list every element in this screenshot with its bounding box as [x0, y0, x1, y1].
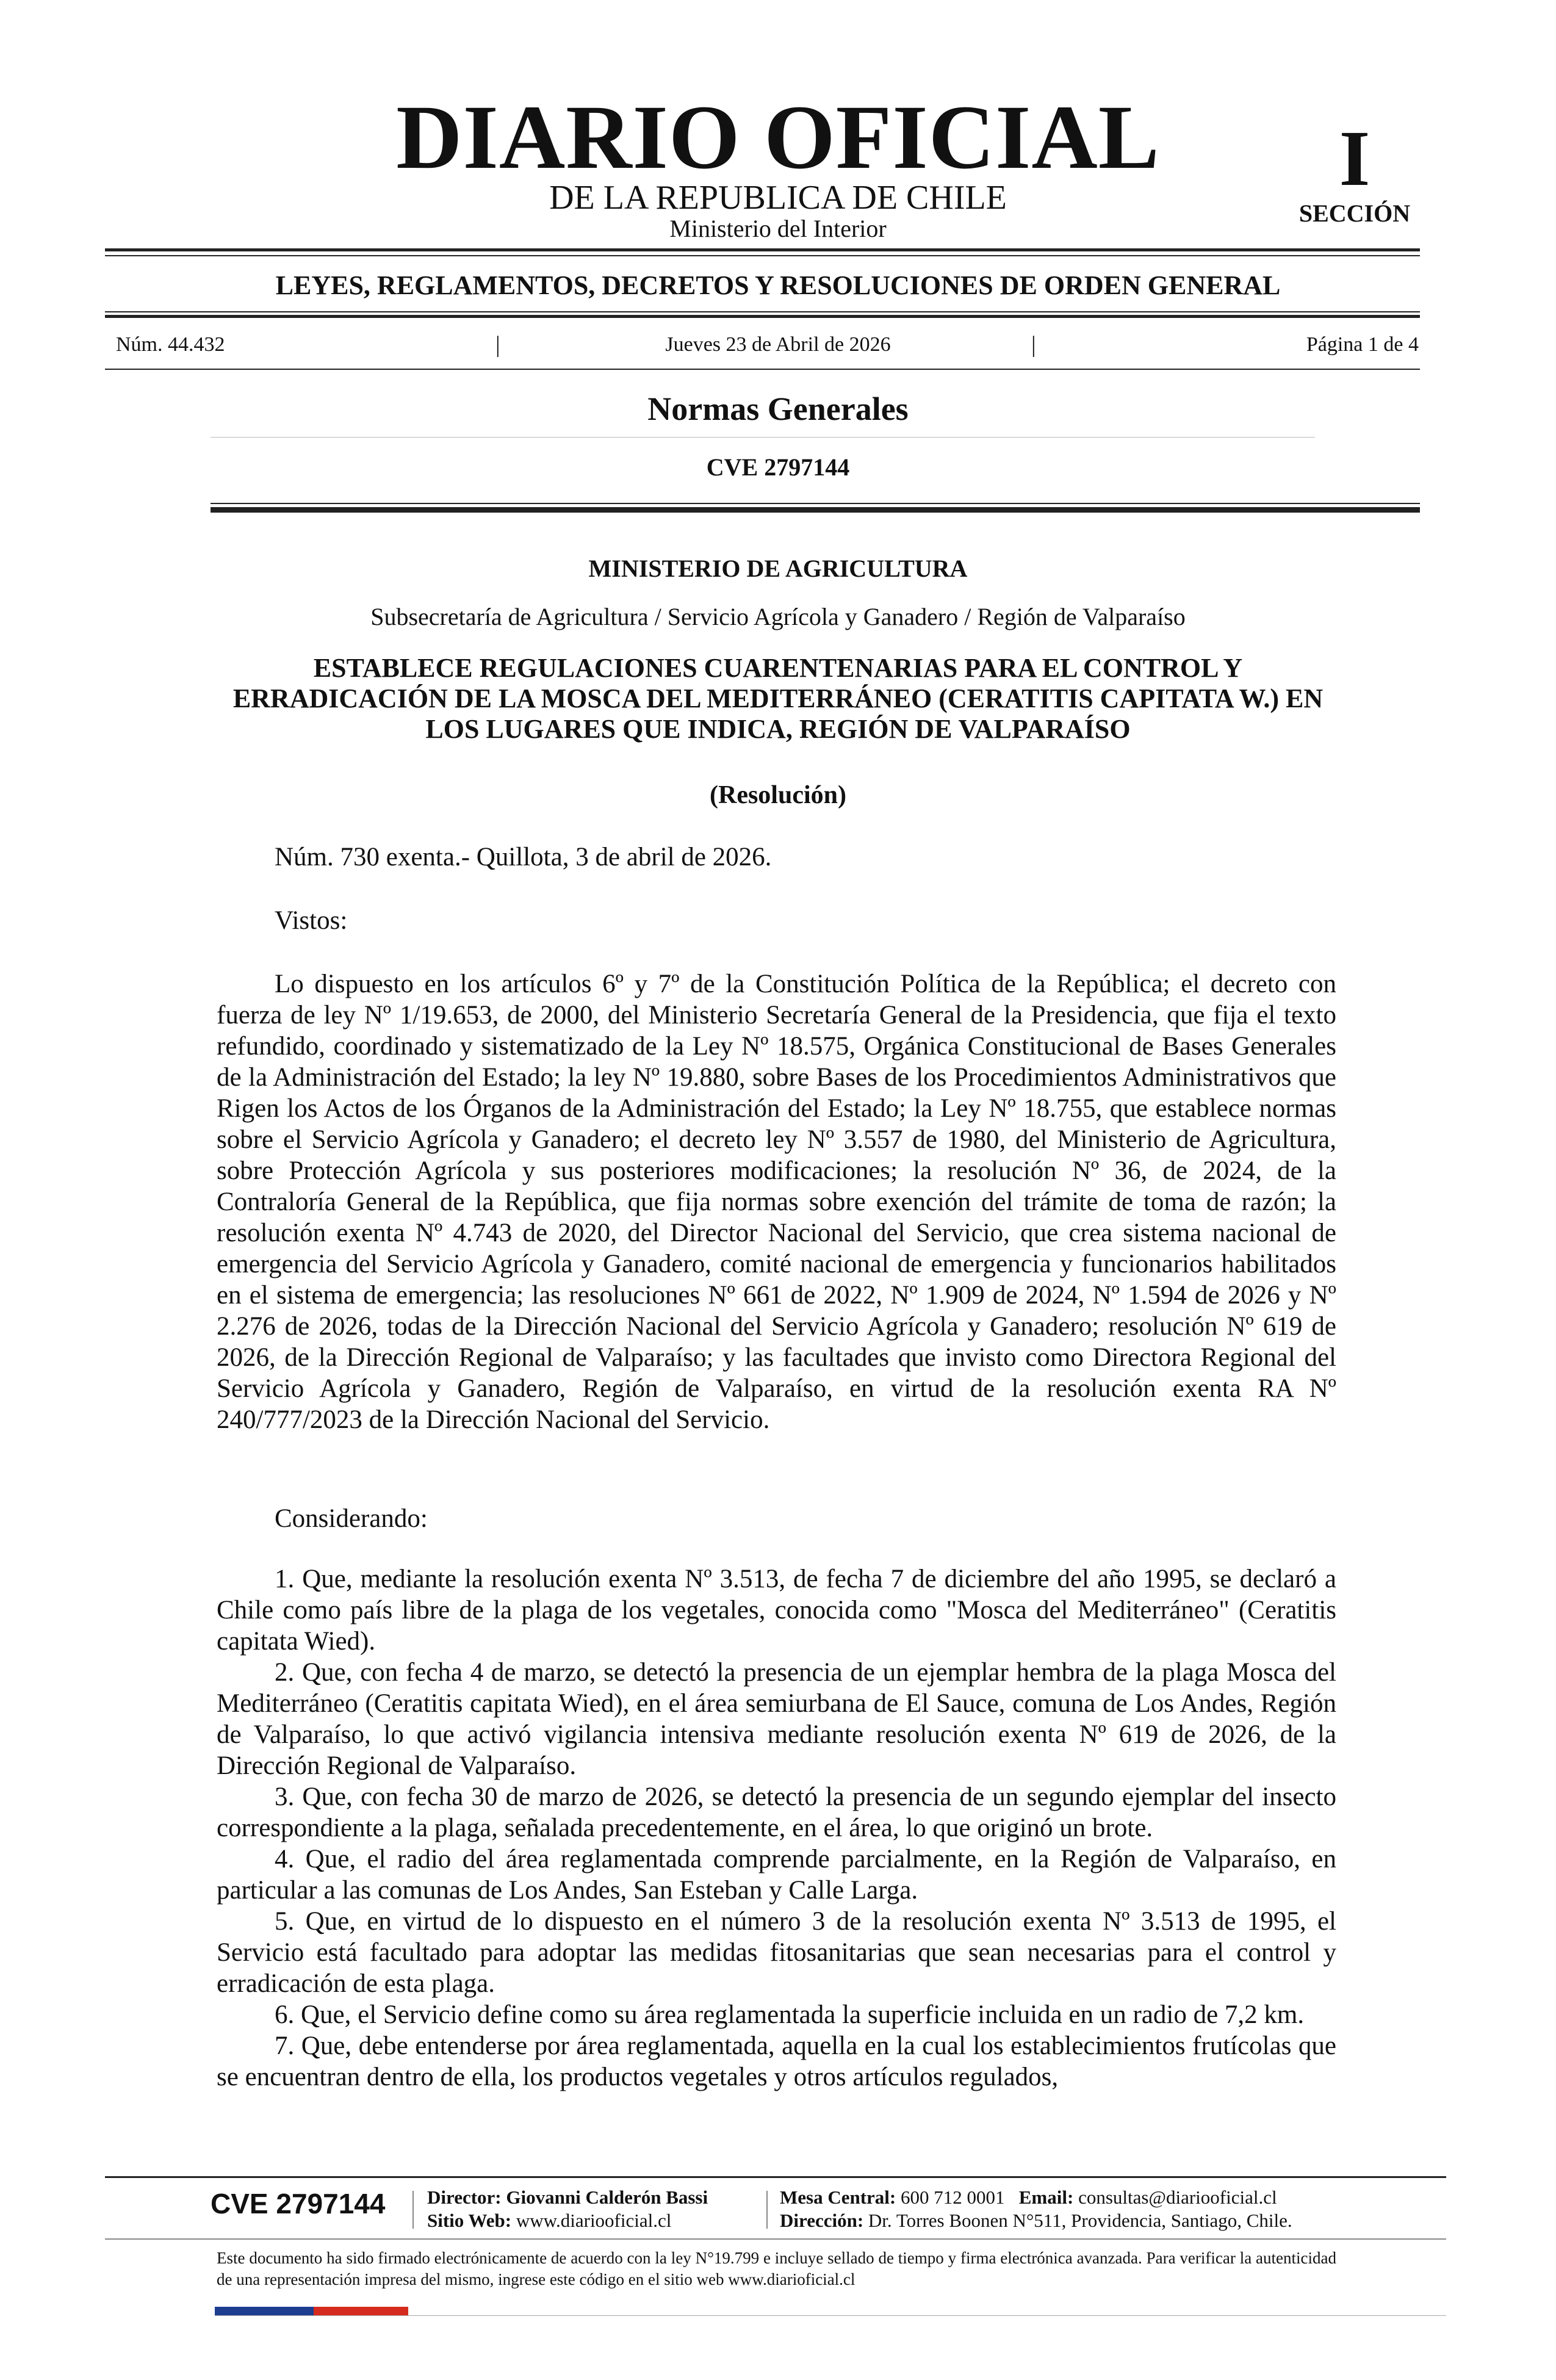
section-rule: [211, 507, 1420, 513]
considerando-item: 2. Que, con fecha 4 de marzo, se detectó la presencia de un ejemplar hembra de la plaga Mosca del Mediterráneo (Ceratitis capitata Wied), en el área semiurbana de El Sauce, comuna de Los Andes, Región de Valparaíso, lo que activó vigilancia intensiva mediante resolución exenta Nº 619 de 2026, de la Dirección Regional de Valparaíso.: [217, 1658, 1336, 1780]
footer-director-block: [427, 2186, 708, 2232]
info-separator: |: [1031, 332, 1036, 358]
website-label: Sitio Web:: [427, 2210, 512, 2231]
considerando-label: Considerando:: [275, 1504, 428, 1533]
masthead-rule-top: [105, 248, 1420, 251]
vistos-label: Vistos:: [275, 906, 348, 935]
agency-line: Subsecretaría de Agricultura / Servicio Agrícola y Ganadero / Región de Valparaíso: [370, 603, 1186, 630]
director-name: Giovanni Calderón Bassi: [506, 2187, 708, 2208]
category-rule: [105, 315, 1420, 318]
footer-legal-note: Este documento ha sido firmado electrónicamente de acuerdo con la ley N°19.799 e incluye sellado de tiempo y firma electrónica avanzada. Para verificar la autenticidad de una representación impresa del mismo, ingrese este código en el sitio web www.diarioficial.cl: [217, 2249, 1336, 2288]
footer-divider: [766, 2191, 768, 2229]
section-numeral: I: [1339, 115, 1371, 203]
issue-date: Jueves 23 de Abril de 2026: [665, 333, 891, 356]
issue-number: Núm. 44.432: [116, 333, 225, 356]
section-title: Normas Generales: [647, 391, 909, 427]
masthead-rule-top-thin: [105, 255, 1420, 256]
director-label: Director:: [427, 2187, 502, 2208]
ministry-name: MINISTERIO DE AGRICULTURA: [588, 555, 968, 582]
considerando-item: 7. Que, debe entenderse por área reglamentada, aquella en la cual los establecimientos frutícolas que se encuentran dentro de ella, los productos vegetales y otros artículos regulados,: [217, 2032, 1336, 2091]
considerando-item: 6. Que, el Servicio define como su área reglamentada la superficie incluida en un radio de 7,2 km.: [275, 2000, 1305, 2029]
cve-code: CVE 2797144: [706, 453, 850, 481]
considerando-item: 3. Que, con fecha 30 de marzo de 2026, se detectó la presencia de un segundo ejemplar del insecto correspondiente a la plaga, señalada precedentemente, en el área, lo que originó un brote.: [217, 1783, 1336, 1842]
section-rule-thin: [211, 503, 1420, 504]
footer-rule: [105, 2176, 1446, 2178]
masthead-title: DIARIO OFICIAL: [396, 87, 1160, 188]
footer-rule-bottom: [105, 2238, 1446, 2240]
resolution-title: ESTABLECE REGULACIONES CUARENTENARIAS PARA EL CONTROL Y ERRADICACIÓN DE LA MOSCA DEL MEDITERRÁNEO (CERATITIS CAPITATA W.) EN LOS LUGARES QUE INDICA, REGIÓN DE VALPARAÍSO: [232, 653, 1324, 744]
considerando-list: [217, 1563, 1336, 2093]
phone-number: 600 712 0001: [901, 2187, 1005, 2208]
infobar-rule: [105, 369, 1420, 370]
footer-divider: [412, 2191, 414, 2229]
resolution-number: Núm. 730 exenta.- Quillota, 3 de abril de 2026.: [275, 843, 772, 871]
section-label: SECCIÓN: [1298, 200, 1411, 227]
masthead-ministry: Ministerio del Interior: [669, 215, 887, 242]
category-rule-thin: [105, 311, 1420, 312]
address-label: Dirección:: [780, 2210, 864, 2231]
flag-stripe-red: [314, 2307, 408, 2315]
website-link[interactable]: www.diariooficial.cl: [516, 2210, 672, 2231]
flag-stripe-blue: [215, 2307, 314, 2315]
phone-label: Mesa Central:: [780, 2187, 896, 2208]
masthead-subtitle: DE LA REPUBLICA DE CHILE: [549, 179, 1007, 217]
email-label: Email:: [1018, 2187, 1074, 2208]
page-number: Página 1 de 4: [1306, 333, 1419, 356]
category-title: LEYES, REGLAMENTOS, DECRETOS Y RESOLUCIONES DE ORDEN GENERAL: [275, 270, 1281, 300]
footer-contact-block: [780, 2186, 1292, 2232]
vistos-paragraph: Lo dispuesto en los artículos 6º y 7º de la Constitución Política de la República; el decreto con fuerza de ley Nº 1/19.653, de 2000, del Ministerio Secretaría General de la Presidencia, que fija el texto refundido, coordinado y sistematizado de la Ley Nº 18.575, Orgánica Constitucional de Bases Generales de la Administración del Estado; la ley Nº 19.880, sobre Bases de los Procedimientos Administrativos que Rigen los Actos de los Órganos de la Administración del Estado; la Ley Nº 18.755, que establece normas sobre el Servicio Agrícola y Ganadero; el decreto ley Nº 3.557 de 1980, del Ministerio de Agricultura, sobre Protección Agrícola y sus posteriores modificaciones; la resolución Nº 36, de 2024, de la Contraloría General de la República, que fija normas sobre exención del trámite de toma de razón; la resolución exenta Nº 4.743 de 2020, del Director Nacional del Servicio, que crea sistema nacional de emergencia del Servicio Agrícola y Ganadero, comité nacional de emergencia y funcionarios habilitados en el sistema de emergencia; las resoluciones Nº 661 de 2022, Nº 1.909 de 2024, Nº 1.594 de 2026 y Nº 2.276 de 2026, todas de la Dirección Nacional del Servicio Agrícola y Ganadero; resolución Nº 619 de 2026, de la Dirección Regional de Valparaíso; y las facultades que invisto como Directora Regional del Servicio Agrícola y Ganadero, Región de Valparaíso, en virtud de la resolución exenta RA Nº 240/777/2023 de la Dirección Nacional del Servicio.: [217, 970, 1336, 1434]
considerando-item: 5. Que, en virtud de lo dispuesto en el número 3 de la resolución exenta Nº 3.513 de 1995, el Servicio está facultado para adoptar las medidas fitosanitarias que sean necesarias para el control y erradicación de esta plaga.: [217, 1907, 1336, 1998]
info-separator: |: [495, 332, 500, 358]
footer-cve-code: CVE 2797144: [211, 2188, 386, 2220]
email-link[interactable]: consultas@diariooficial.cl: [1078, 2187, 1277, 2208]
considerando-item: 1. Que, mediante la resolución exenta Nº 3.513, de fecha 7 de diciembre del año 1995, se declaró a Chile como país libre de la plaga de los vegetales, conocida como "Mosca del Mediterráneo" (Ceratitis capitata Wied).: [217, 1565, 1336, 1656]
document-type: (Resolución): [710, 781, 846, 809]
considerando-item: 4. Que, el radio del área reglamentada comprende parcialmente, en la Región de Valparaíso, en particular a las comunas de Los Andes, San Esteban y Calle Larga.: [217, 1845, 1336, 1905]
section-title-underline: [211, 437, 1315, 438]
flag-baseline: [215, 2315, 1446, 2316]
address: Dr. Torres Boonen N°511, Providencia, Santiago, Chile.: [868, 2210, 1292, 2231]
